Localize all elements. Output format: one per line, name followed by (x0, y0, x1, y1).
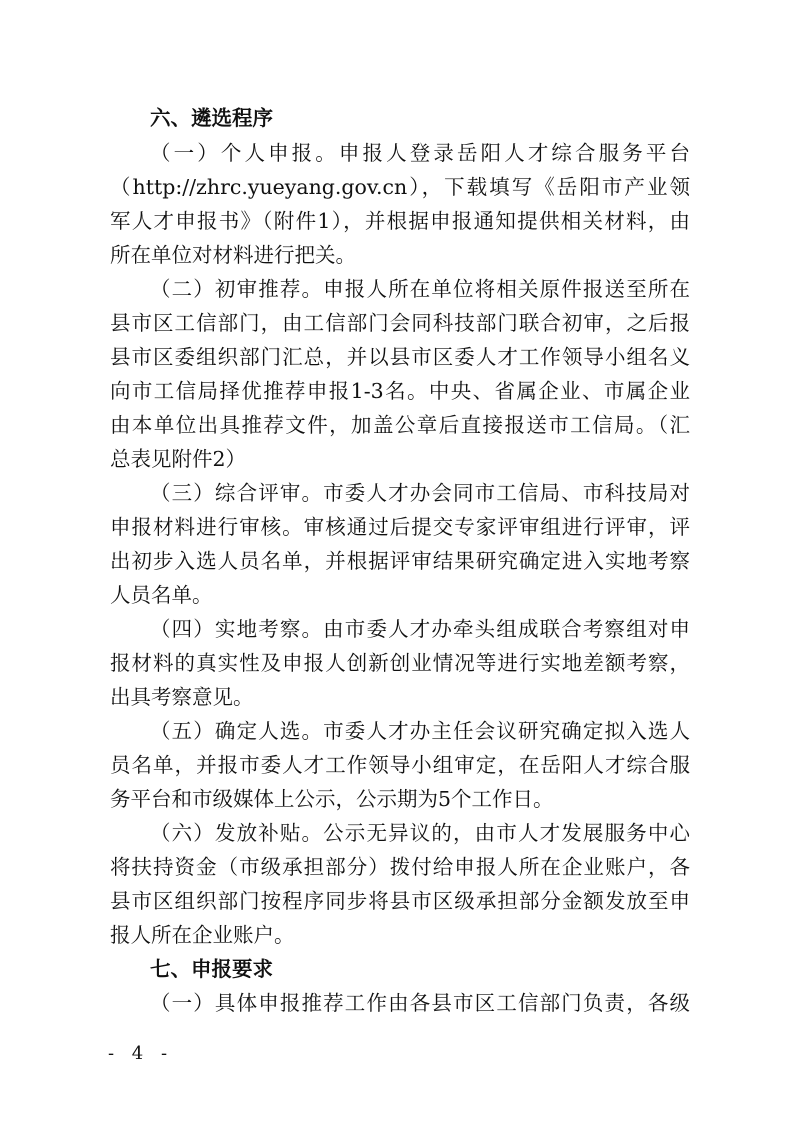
section-heading-six: 六、遴选程序 (150, 106, 273, 130)
paragraph-line: 员名单，并报市委人才工作领导小组审定，在岳阳人才综合服 (110, 753, 690, 777)
paragraph-line: （二）初审推荐。申报人所在单位将相关原件报送至所在 (150, 277, 690, 301)
paragraph-line: （一）个人申报。申报人登录岳阳人才综合服务平台 (150, 141, 690, 165)
paragraph-line: （五）确定人选。市委人才办主任会议研究确定拟入选人 (150, 719, 690, 743)
paragraph-line: （六）发放补贴。公示无异议的，由市人才发展服务中心 (150, 821, 690, 845)
paragraph-line: 出初步入选人员名单，并根据评审结果研究确定进入实地考察 (110, 549, 690, 573)
paragraph-line: 出具考察意见。 (110, 685, 254, 709)
paragraph-line: 人员名单。 (110, 583, 213, 607)
paragraph-line: 务平台和市级媒体上公示，公示期为5个工作日。 (110, 787, 554, 811)
paragraph-line: 将扶持资金（市级承担部分）拨付给申报人所在企业账户，各 (110, 855, 690, 879)
paragraph-line: 县市区组织部门按程序同步将县市区级承担部分金额发放至申 (110, 889, 690, 913)
paragraph-line: 向市工信局择优推荐申报1-3名。中央、省属企业、市属企业 (110, 379, 690, 403)
paragraph-line: 县市区工信部门，由工信部门会同科技部门联合初审，之后报 (110, 311, 690, 335)
page-number: - 4 - (108, 1043, 174, 1064)
paragraph-line: 总表见附件2） (110, 447, 247, 471)
paragraph-line: 军人才申报书》（附件1），并根据申报通知提供相关材料，由 (110, 209, 690, 233)
paragraph-line: 所在单位对材料进行把关。 (110, 243, 356, 267)
paragraph-line: 由本单位出具推荐文件，加盖公章后直接报送市工信局。（汇 (110, 413, 690, 437)
paragraph-line: 县市区委组织部门汇总，并以县市区委人才工作领导小组名义 (110, 345, 690, 369)
paragraph-line: （一）具体申报推荐工作由各县市区工信部门负责，各级 (150, 991, 690, 1015)
section-heading-seven: 七、申报要求 (150, 957, 273, 981)
paragraph-line: （四）实地考察。由市委人才办牵头组成联合考察组对申 (150, 617, 690, 641)
paragraph-line: 报材料的真实性及申报人创新创业情况等进行实地差额考察， (110, 651, 690, 675)
paragraph-line: （三）综合评审。市委人才办会同市工信局、市科技局对 (150, 481, 690, 505)
paragraph-line: （http://zhrc.yueyang.gov.cn），下载填写《岳阳市产业领 (110, 175, 690, 199)
paragraph-line: 申报材料进行审核。审核通过后提交专家评审组进行评审，评 (110, 515, 690, 539)
paragraph-line: 报人所在企业账户。 (110, 923, 295, 947)
